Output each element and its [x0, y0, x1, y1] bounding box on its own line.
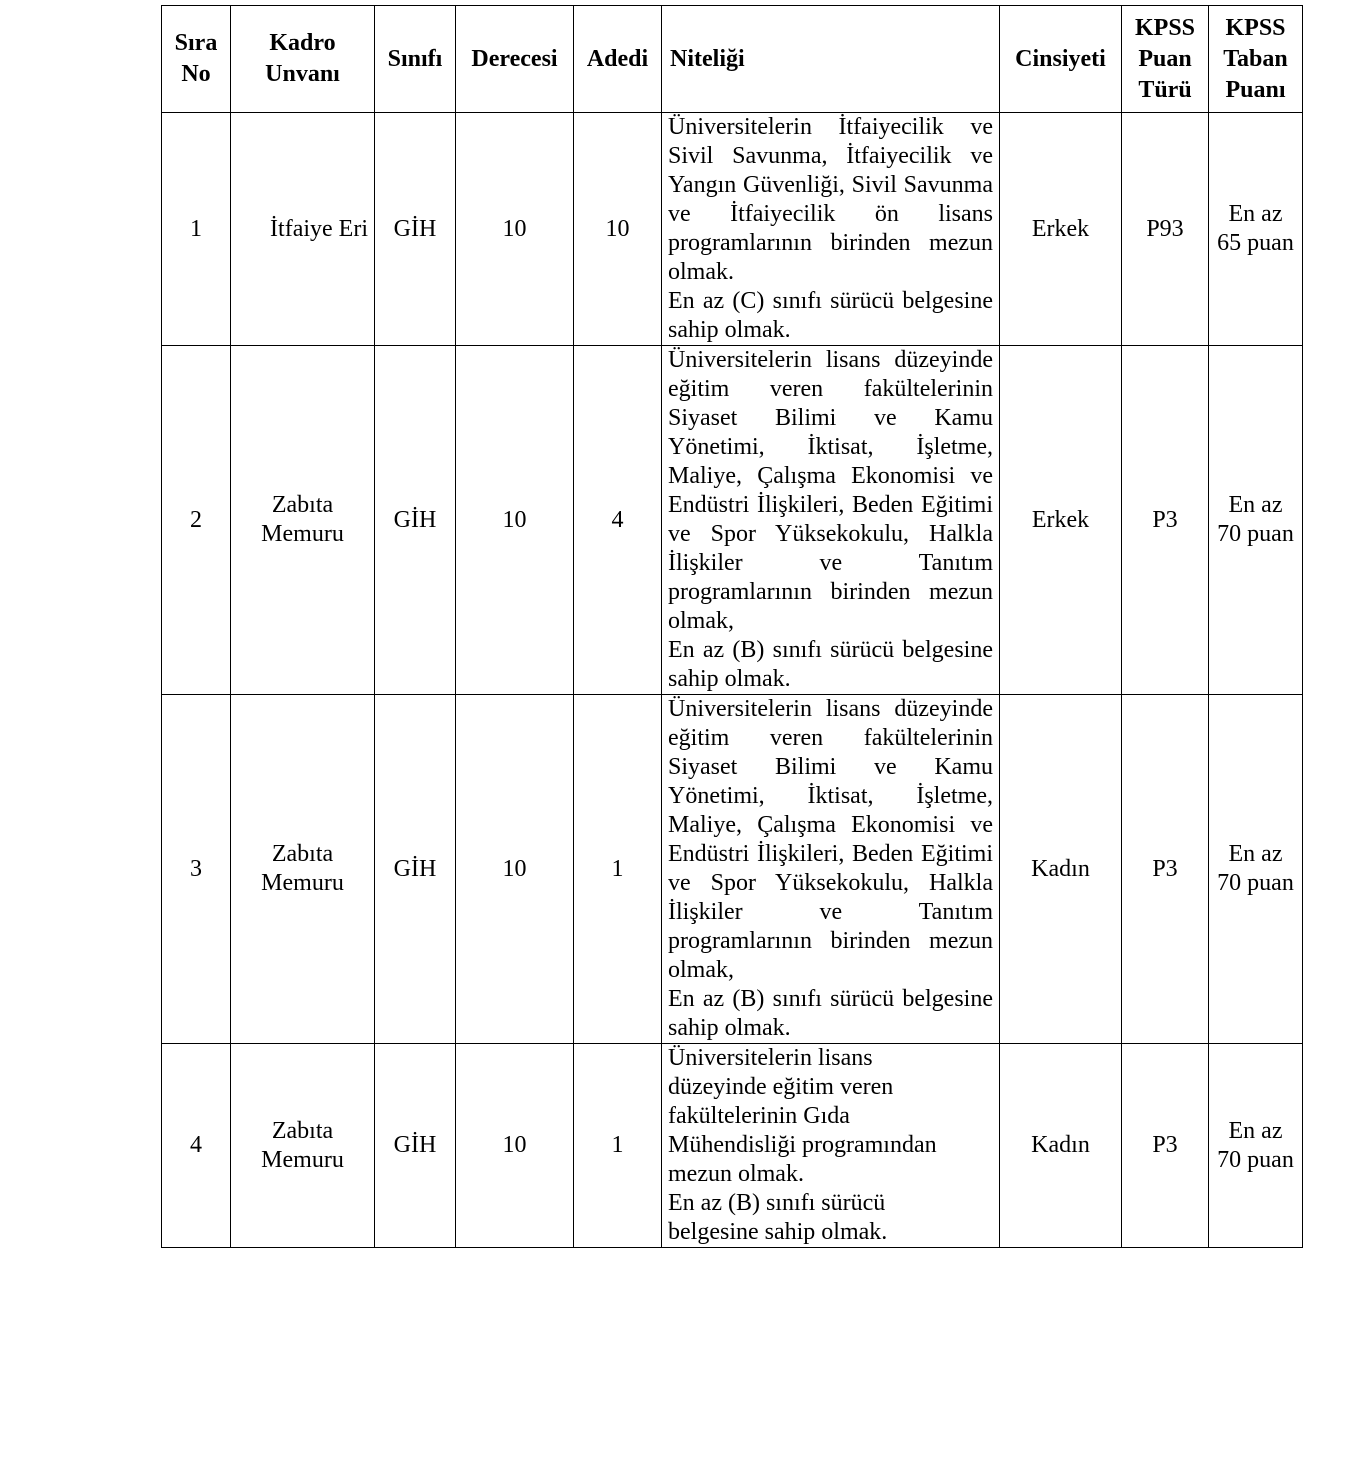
- cell-adedi: 4: [574, 346, 662, 695]
- nitelik-education: Üniversitelerin lisans düzeyinde eğitim veren fakültelerinin Siyaset Bilimi ve Kamu Yönetimi, İktisat, İşletme, Maliye, Çalışma Ekonomisi ve Endüstri İlişkileri, Beden Eğitimi ve Spor Yüksekokulu, Halkla İlişkiler ve Tanıtım programlarının birinden mezun olmak,: [668, 696, 993, 983]
- cell-kpss-taban-puani: En az 70 puan: [1209, 695, 1303, 1044]
- cell-kadro-unvani: İtfaiye Eri: [231, 113, 375, 346]
- table-row: [162, 346, 1303, 695]
- table-header-row: [162, 6, 1303, 113]
- cell-niteligi: [662, 1044, 1000, 1248]
- cell-kadro-unvani: Zabıta Memuru: [231, 346, 375, 695]
- cell-derecesi: 10: [456, 695, 574, 1044]
- nitelik-license: En az (B) sınıfı sürücü belgesine sahip olmak.: [668, 1190, 888, 1245]
- nitelik-education: Üniversitelerin lisans düzeyinde eğitim veren fakültelerinin Gıda Mühendisliği programından mezun olmak.: [668, 1045, 937, 1187]
- nitelik-license: En az (C) sınıfı sürücü belgesine sahip olmak.: [668, 288, 993, 343]
- cell-kpss-puan-turu: P93: [1122, 113, 1209, 346]
- table-row: [162, 695, 1303, 1044]
- cell-cinsiyeti: Kadın: [1000, 1044, 1122, 1248]
- cell-adedi: 1: [574, 1044, 662, 1248]
- header-niteligi: Niteliği: [662, 6, 1000, 113]
- header-sira-no: Sıra No: [162, 6, 231, 113]
- table-row: [162, 1044, 1303, 1248]
- cell-kpss-taban-puani: En az 70 puan: [1209, 1044, 1303, 1248]
- cell-cinsiyeti: Erkek: [1000, 113, 1122, 346]
- cell-kpss-taban-puani: En az 65 puan: [1209, 113, 1303, 346]
- cell-sinifi: GİH: [375, 113, 456, 346]
- cell-sinifi: GİH: [375, 695, 456, 1044]
- cell-kadro-unvani: Zabıta Memuru: [231, 1044, 375, 1248]
- header-cinsiyeti: Cinsiyeti: [1000, 6, 1122, 113]
- cell-niteligi: [662, 113, 1000, 346]
- cell-sinifi: GİH: [375, 1044, 456, 1248]
- cell-derecesi: 10: [456, 346, 574, 695]
- cell-derecesi: 10: [456, 113, 574, 346]
- cell-sira-no: 3: [162, 695, 231, 1044]
- header-adedi: Adedi: [574, 6, 662, 113]
- nitelik-education: Üniversitelerin İtfaiyecilik ve Sivil Savunma, İtfaiyecilik ve Yangın Güvenliği, Sivil Savunma ve İtfaiyecilik ön lisans programlarının birinden mezun olmak.: [668, 114, 993, 285]
- cell-sira-no: 2: [162, 346, 231, 695]
- header-sinifi: Sınıfı: [375, 6, 456, 113]
- cell-kpss-taban-puani: En az 70 puan: [1209, 346, 1303, 695]
- cell-derecesi: 10: [456, 1044, 574, 1248]
- header-derecesi: Derecesi: [456, 6, 574, 113]
- cell-cinsiyeti: Erkek: [1000, 346, 1122, 695]
- cell-niteligi: [662, 695, 1000, 1044]
- cell-cinsiyeti: Kadın: [1000, 695, 1122, 1044]
- cell-kpss-puan-turu: P3: [1122, 1044, 1209, 1248]
- table-row: [162, 113, 1303, 346]
- nitelik-education: Üniversitelerin lisans düzeyinde eğitim veren fakültelerinin Siyaset Bilimi ve Kamu Yönetimi, İktisat, İşletme, Maliye, Çalışma Ekonomisi ve Endüstri İlişkileri, Beden Eğitimi ve Spor Yüksekokulu, Halkla İlişkiler ve Tanıtım programlarının birinden mezun olmak,: [668, 347, 993, 634]
- header-kpss-taban-puani: KPSS Taban Puanı: [1209, 6, 1303, 113]
- cell-sinifi: GİH: [375, 346, 456, 695]
- header-kpss-puan-turu: KPSS Puan Türü: [1122, 6, 1209, 113]
- cell-sira-no: 4: [162, 1044, 231, 1248]
- cell-niteligi: [662, 346, 1000, 695]
- cell-kpss-puan-turu: P3: [1122, 695, 1209, 1044]
- cell-adedi: 10: [574, 113, 662, 346]
- nitelik-license: En az (B) sınıfı sürücü belgesine sahip olmak.: [668, 637, 993, 692]
- cell-kadro-unvani: Zabıta Memuru: [231, 695, 375, 1044]
- header-kadro-unvani: Kadro Unvanı: [231, 6, 375, 113]
- cell-sira-no: 1: [162, 113, 231, 346]
- cell-adedi: 1: [574, 695, 662, 1044]
- kadro-table: [161, 5, 1303, 1248]
- cell-kpss-puan-turu: P3: [1122, 346, 1209, 695]
- nitelik-license: En az (B) sınıfı sürücü belgesine sahip olmak.: [668, 986, 993, 1041]
